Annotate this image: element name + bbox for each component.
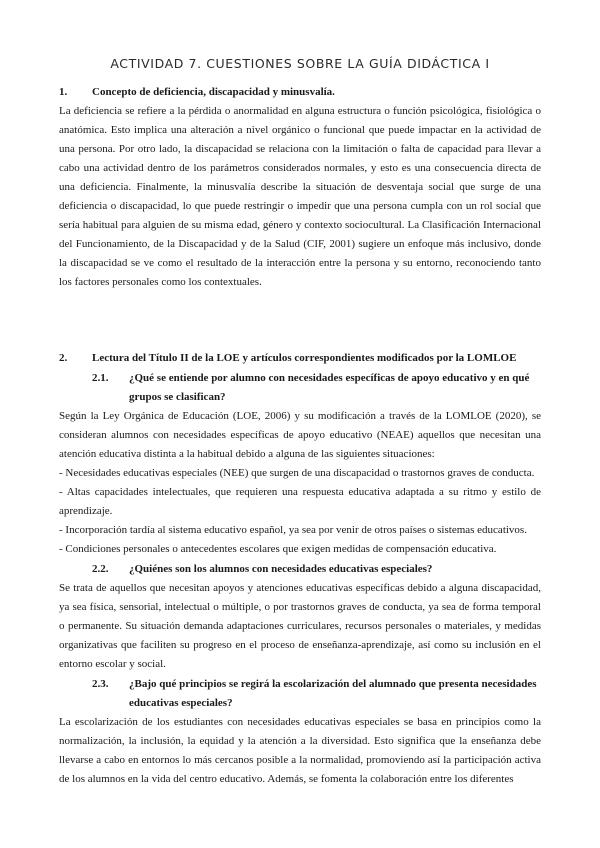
section1-heading	[59, 83, 541, 102]
subsection-2-3-heading	[59, 675, 541, 713]
subsection-2-3-number: 2.3.	[92, 678, 109, 690]
section1-heading-text: Concepto de deficiencia, discapacidad y minusvalía.	[92, 86, 335, 98]
subsection-2-2-heading	[59, 560, 541, 579]
section1-paragraph: La deficiencia se refiere a la pérdida o anormalidad en alguna estructura o función psicológica, fisiológica o anatómica. Esto implica una alteración a nivel orgánico o funcional que puede impactar en la actividad de una persona. Por otro lado, la discapacidad se relaciona con la limitación o falta de capacidad para llevar a cabo una actividad dentro de los parámetros considerados normales, y esto es una consecuencia directa de una deficiencia. Finalmente, la minusvalía describe la situación de desventaja social que surge de una deficiencia o discapacidad, lo que puede restringir o impedir que una persona cumpla con un rol social que sería habitual para alguien de su misma edad, género y contexto sociocultural. La Clasificación Internacional del Funcionamiento, de la Discapacidad y de la Salud (CIF, 2001) sugiere un enfoque más inclusivo, donde la discapacidad se ve como el resultado de la interacción entre la persona y su entorno, reconociendo tanto los factores personales como los contextuales.	[59, 105, 541, 288]
subsection-2-3-heading-text: ¿Bajo qué principios se regirá la escolarización del alumnado que presenta necesidades educativas especiales?	[129, 678, 537, 709]
subsection-2-2-number: 2.2.	[92, 563, 109, 575]
section2-number: 2.	[59, 352, 68, 364]
subsection-2-1-number: 2.1.	[92, 372, 109, 384]
list-item: - Altas capacidades intelectuales, que requieren una respuesta educativa adaptada a su ritmo y estilo de aprendizaje.	[59, 486, 541, 517]
subsection-2-2-heading-text: ¿Quiénes son los alumnos con necesidades educativas especiales?	[129, 563, 433, 575]
section2-heading-text: Lectura del Título II de la LOE y artículos correspondientes modificados por la LOMLOE	[92, 352, 517, 364]
list-item: - Incorporación tardía al sistema educativo español, ya sea por venir de otros países o sistemas educativos.	[59, 524, 527, 536]
subsection-2-1-heading-text: ¿Qué se entiende por alumno con necesidades específicas de apoyo educativo y en qué grupos se clasifican?	[129, 372, 530, 403]
subsection-2-1-paragraph: Según la Ley Orgánica de Educación (LOE, 2006) y su modificación a través de la LOMLOE (2020), se consideran alumnos con necesidades específicas de apoyo educativo (NEAE) aquellos que necesitan una atención educativa distinta a la habitual debido a alguna de las siguientes situaciones:	[59, 410, 541, 460]
subsection-2-1-heading	[59, 369, 541, 407]
section-spacer	[59, 292, 541, 349]
section2-heading	[59, 349, 541, 368]
document-title: ACTIVIDAD 7. CUESTIONES SOBRE LA GUÍA DIDÁCTICA I	[110, 56, 490, 71]
list-item: - Necesidades educativas especiales (NEE) que surgen de una discapacidad o trastornos graves de conducta.	[59, 467, 535, 479]
list-item: - Condiciones personales o antecedentes escolares que exigen medidas de compensación educativa.	[59, 543, 497, 555]
section1-number: 1.	[59, 86, 68, 98]
subsection-2-2-paragraph: Se trata de aquellos que necesitan apoyos y atenciones educativas específicas debido a alguna discapacidad, ya sea física, sensorial, intelectual o múltiple, o por trastornos graves de conducta, ya sea de forma temporal o permanente. Su situación demanda adaptaciones curriculares, recursos personales o materiales, y medidas organizativas que faciliten su progreso en el proceso de enseñanza-aprendizaje, así como su inclusión en el entorno escolar y social.	[59, 582, 541, 670]
subsection-2-3-paragraph: La escolarización de los estudiantes con necesidades educativas especiales se basa en principios como la normalización, la inclusión, la equidad y la atención a la diversidad. Esto significa que la enseñanza debe llevarse a cabo en entornos lo más cercanos posible a la normalidad, promoviendo así la participación activa de los alumnos en la vida del centro educativo. Además, se fomenta la colaboración entre los diferentes	[59, 716, 541, 785]
